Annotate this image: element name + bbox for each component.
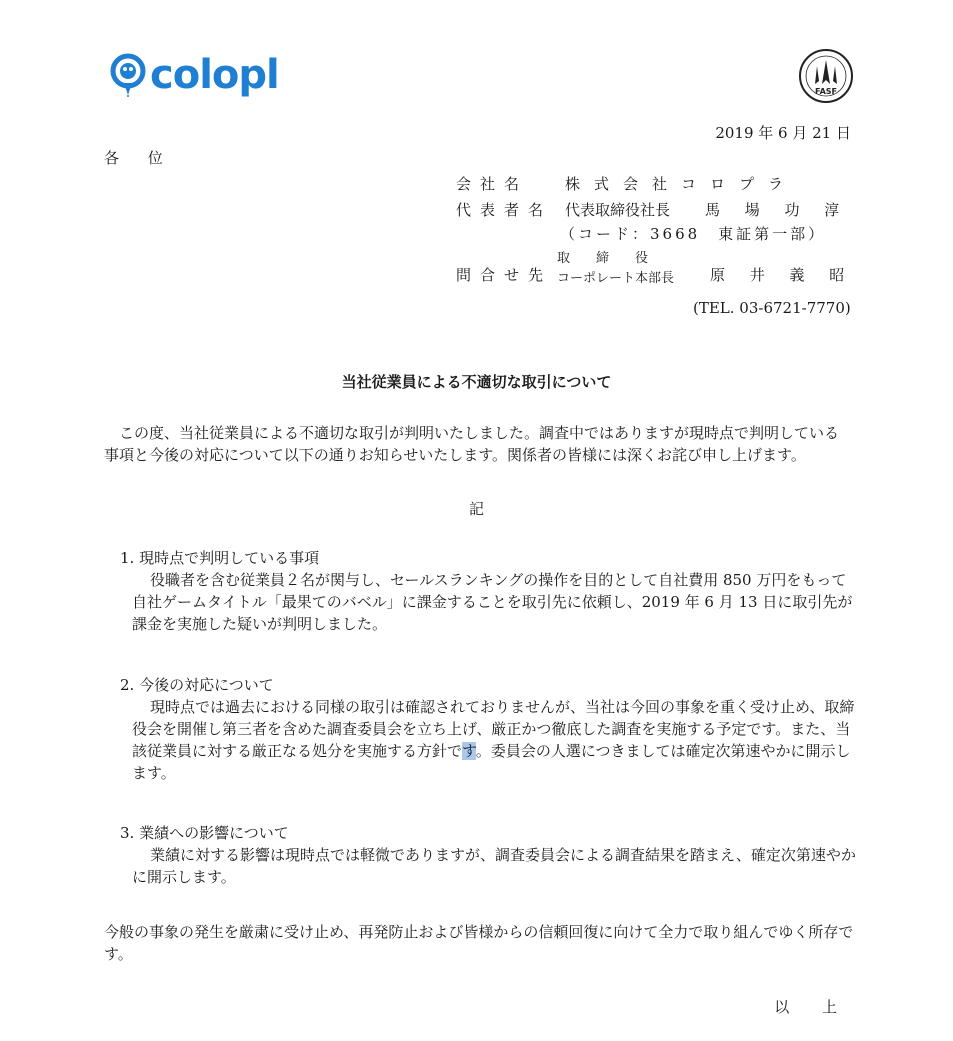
section-2-body-part1: 現時点では過去における同様の取引は確認されておりませんが、当社は今回の事象を重く受け止め、取締役会を開催し第三者を含めた調査委員会を立ち上げ、厳正かつ徹底した調査を実施する予定です。また、当該従業員に対する厳正なる処分を実施する方針で [132,698,855,760]
section-2 [120,674,856,784]
section-1-heading: 1. 現時点で判明している事項 [120,549,320,567]
logo-text: colopl [150,52,279,98]
ki-marker: 記 [468,500,484,518]
colopl-logo [110,52,279,98]
section-2-heading: 2. 今後の対応について [120,676,274,694]
fasf-seal [798,48,854,108]
section-2-body [132,696,856,784]
seal-label: FASF [815,87,837,96]
contact-title-line1: 取 締 役 [557,251,649,266]
company-name-label: 会社名 [456,175,529,193]
kuma-mascot-icon [110,53,146,97]
intro-paragraph [104,422,856,466]
intro-line-2: 事項と今後の対応について以下の通りお知らせいたします。関係者の皆様には深くお詫び申し上げます。 [104,446,806,464]
contact-title-line2: コーポレート本部長 [557,271,675,286]
section-2-body-part2: 。委員会の人選につきましては確定次第速やかに開示します。 [132,742,851,782]
contact-name: 原 井 義 昭 [710,266,855,284]
section-1-body: 役職者を含む従業員２名が関与し、セールスランキングの操作を目的として自社費用 850 万円をもって自社ゲームタイトル「最果てのバベル」に課金することを取引先に依頼し、2019 年 6 月 13 日に取引先が課金を実施した疑いが判明しました。 [132,571,853,633]
issue-date: 2019 年 6 月 21 日 [715,124,851,142]
addressee: 各 位 [104,149,175,167]
company-name-value: 株式会社コロプラ [565,175,798,193]
stock-code: （コード：3668 東証第一部） [560,225,827,243]
contact-label: 問合せ先 [456,266,553,284]
text-selection-highlight[interactable]: す [462,742,476,760]
section-1 [120,547,856,635]
end-marker: 以 上 [774,998,851,1016]
fasf-seal-icon [798,48,854,104]
representative-name: 馬 場 功 淳 [705,201,850,219]
representative-label: 代表者名 [456,201,553,219]
closing-paragraph: 今般の事象の発生を厳粛に受け止め、再発防止および皆様からの信頼回復に向けて全力で取り組んでゆく所存です。 [104,923,854,963]
document-title: 当社従業員による不適切な取引について [341,373,612,391]
section-3 [120,822,856,888]
section-3-body: 業績に対する影響は現時点では軽微でありますが、調査委員会による調査結果を踏まえ、確定次第速やかに開示します。 [132,846,856,886]
section-3-heading: 3. 業績への影響について [120,824,289,842]
representative-title: 代表取締役社長 [565,201,671,219]
intro-line-1: この度、当社従業員による不適切な取引が判明いたしました。調査中ではありますが現時点で判明している [104,424,840,442]
contact-tel: (TEL. 03-6721-7770) [693,299,851,317]
